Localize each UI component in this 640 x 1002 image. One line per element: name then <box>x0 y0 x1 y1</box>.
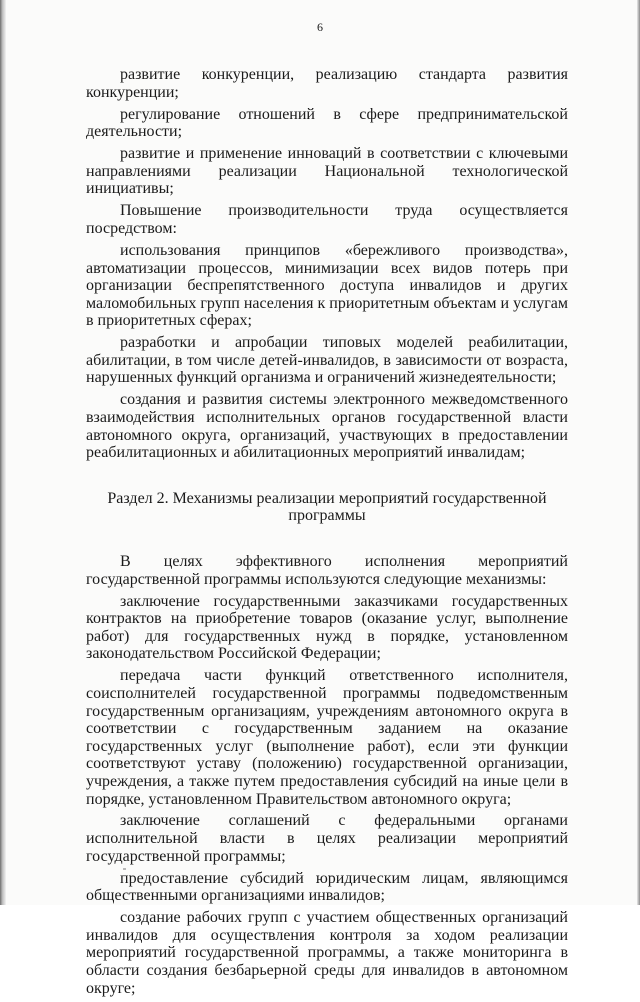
paragraph-rehabilitation-models: разработки и апробации типовых моделей реабилитации, абилитации, в том числе детей-инвалидов, в зависимости от возраста, нарушенных функций организма и ограничений жизнедеятельности; <box>86 334 568 387</box>
paragraph-subsidies: предоставление субсидий юридическим лицам, являющимся общественными организациями инвалидов; <box>86 869 568 905</box>
section-heading <box>86 490 568 525</box>
section-heading-line-1: Раздел 2. Механизмы реализации мероприятий государственной <box>107 489 547 507</box>
paragraph-competition: развитие конкуренции, реализацию стандарта развития конкуренции; <box>86 66 568 101</box>
paragraph-lean-principles: использования принципов «бережливого производства», автоматизации процессов, минимизации всех видов потерь при организации беспрепятственного доступа инвалидов и других маломобильных групп населения к приоритетным объектам и услугам в приоритетных сферах; <box>86 241 568 330</box>
scan-edge-left <box>0 0 6 905</box>
paragraph-electronic-interaction: создания и развития системы электронного межведомственного взаимодействия исполнительных органов государственной власти автономного округа, организаций, участвующих в предоставлении реабилитационных и абилитационных мероприятий инвалидам; <box>86 391 568 462</box>
paragraph-entrepreneurship: регулирование отношений в сфере предпринимательской деятельности; <box>86 105 568 141</box>
scan-speck <box>123 868 126 870</box>
paragraph-mechanisms-intro: В целях эффективного исполнения мероприятий государственной программы используются следующие механизмы: <box>86 553 568 588</box>
paragraph-working-groups: создание рабочих групп с участием общественных организаций инвалидов для осуществления контроля за ходом реализации мероприятий государственной программы, а также мониторинга в области создания безбарьерной среды для инвалидов в автономном округе; <box>86 909 568 997</box>
paragraph-productivity-intro: Повышение производительности труда осуществляется посредством: <box>86 202 568 237</box>
paragraph-transfer-functions: передача части функций ответственного исполнителя, соисполнителей государственной программы подведомственным государственным организациям, учреждениям автономного округа в соответствии с государственным заданием на оказание государственных услуг (выполнение работ), если эти функции соответствуют уставу (положению) государственной организации, учреждения, а также путем предоставления субсидий на иные цели в порядке, установленном Правительством автономного округа; <box>86 667 568 808</box>
paragraph-innovation: развитие и применение инноваций в соответствии с ключевыми направлениями реализации Национальной технологической инициативы; <box>86 145 568 198</box>
paragraph-federal-agreements: заключение соглашений с федеральными органами исполнительной власти в целях реализации мероприятий государственной программы; <box>86 812 568 865</box>
section-heading-line-2: программы <box>288 507 366 525</box>
document-body <box>86 66 568 1002</box>
paragraph-state-contracts: заключение государственными заказчиками государственных контрактов на приобретение товаров (оказание услуг, выполнение работ) для государственных нужд в порядке, установленном законодательством Российской Федерации; <box>86 592 568 663</box>
page-number: 6 <box>317 20 323 34</box>
